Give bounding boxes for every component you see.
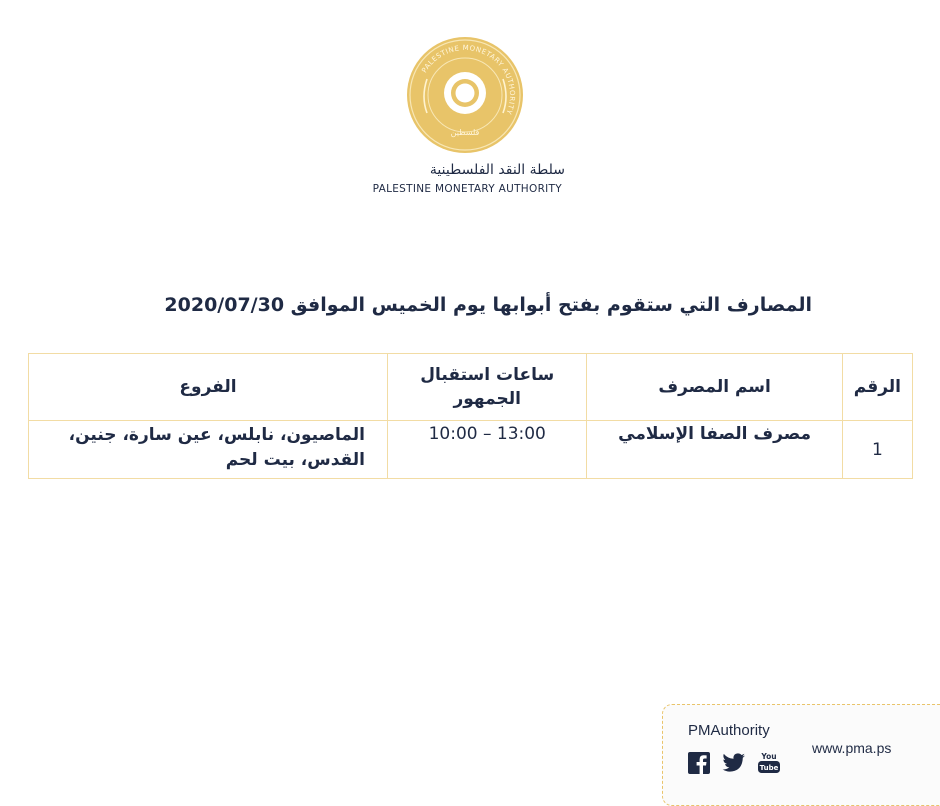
social-handle[interactable]: PMAuthority — [688, 722, 770, 739]
svg-text:You: You — [761, 752, 777, 761]
table-row — [29, 421, 913, 479]
seal-bottom-text: فلسطين — [450, 128, 480, 137]
row-number: 1 — [842, 421, 912, 479]
page-title: المصارف التي ستقوم بفتح أبوابها يوم الخميس الموافق 2020/07/30 — [164, 294, 812, 316]
facebook-icon[interactable] — [688, 752, 710, 774]
website-link[interactable]: www.pma.ps — [812, 740, 892, 756]
row-branches-text: الماصيون، نابلس، عين سارة، جنين، القدس، بيت لحم — [68, 425, 365, 470]
row-branches — [29, 421, 388, 479]
organization-name-english: PALESTINE MONETARY AUTHORITY — [372, 183, 562, 195]
seal-ring-text: PALESTINE MONETARY AUTHORITY — [420, 43, 517, 116]
header-hours — [388, 354, 587, 421]
twitter-icon[interactable] — [722, 752, 746, 774]
row-hours: 10:00 – 13:00 — [388, 421, 587, 479]
banks-table — [28, 353, 913, 479]
pma-seal-logo — [405, 35, 525, 155]
header-hours-text: ساعات استقبال الجمهور — [420, 365, 555, 409]
header-number: الرقم — [842, 354, 912, 421]
row-bank-name: مصرف الصفا الإسلامي — [587, 421, 842, 479]
organization-name-arabic: سلطة النقد الفلسطينية — [429, 162, 565, 178]
svg-text:Tube: Tube — [759, 764, 779, 772]
header-bank-name: اسم المصرف — [587, 354, 842, 421]
youtube-icon[interactable] — [758, 752, 780, 774]
table-header-row — [29, 354, 913, 421]
header-branches: الفروع — [29, 354, 388, 421]
